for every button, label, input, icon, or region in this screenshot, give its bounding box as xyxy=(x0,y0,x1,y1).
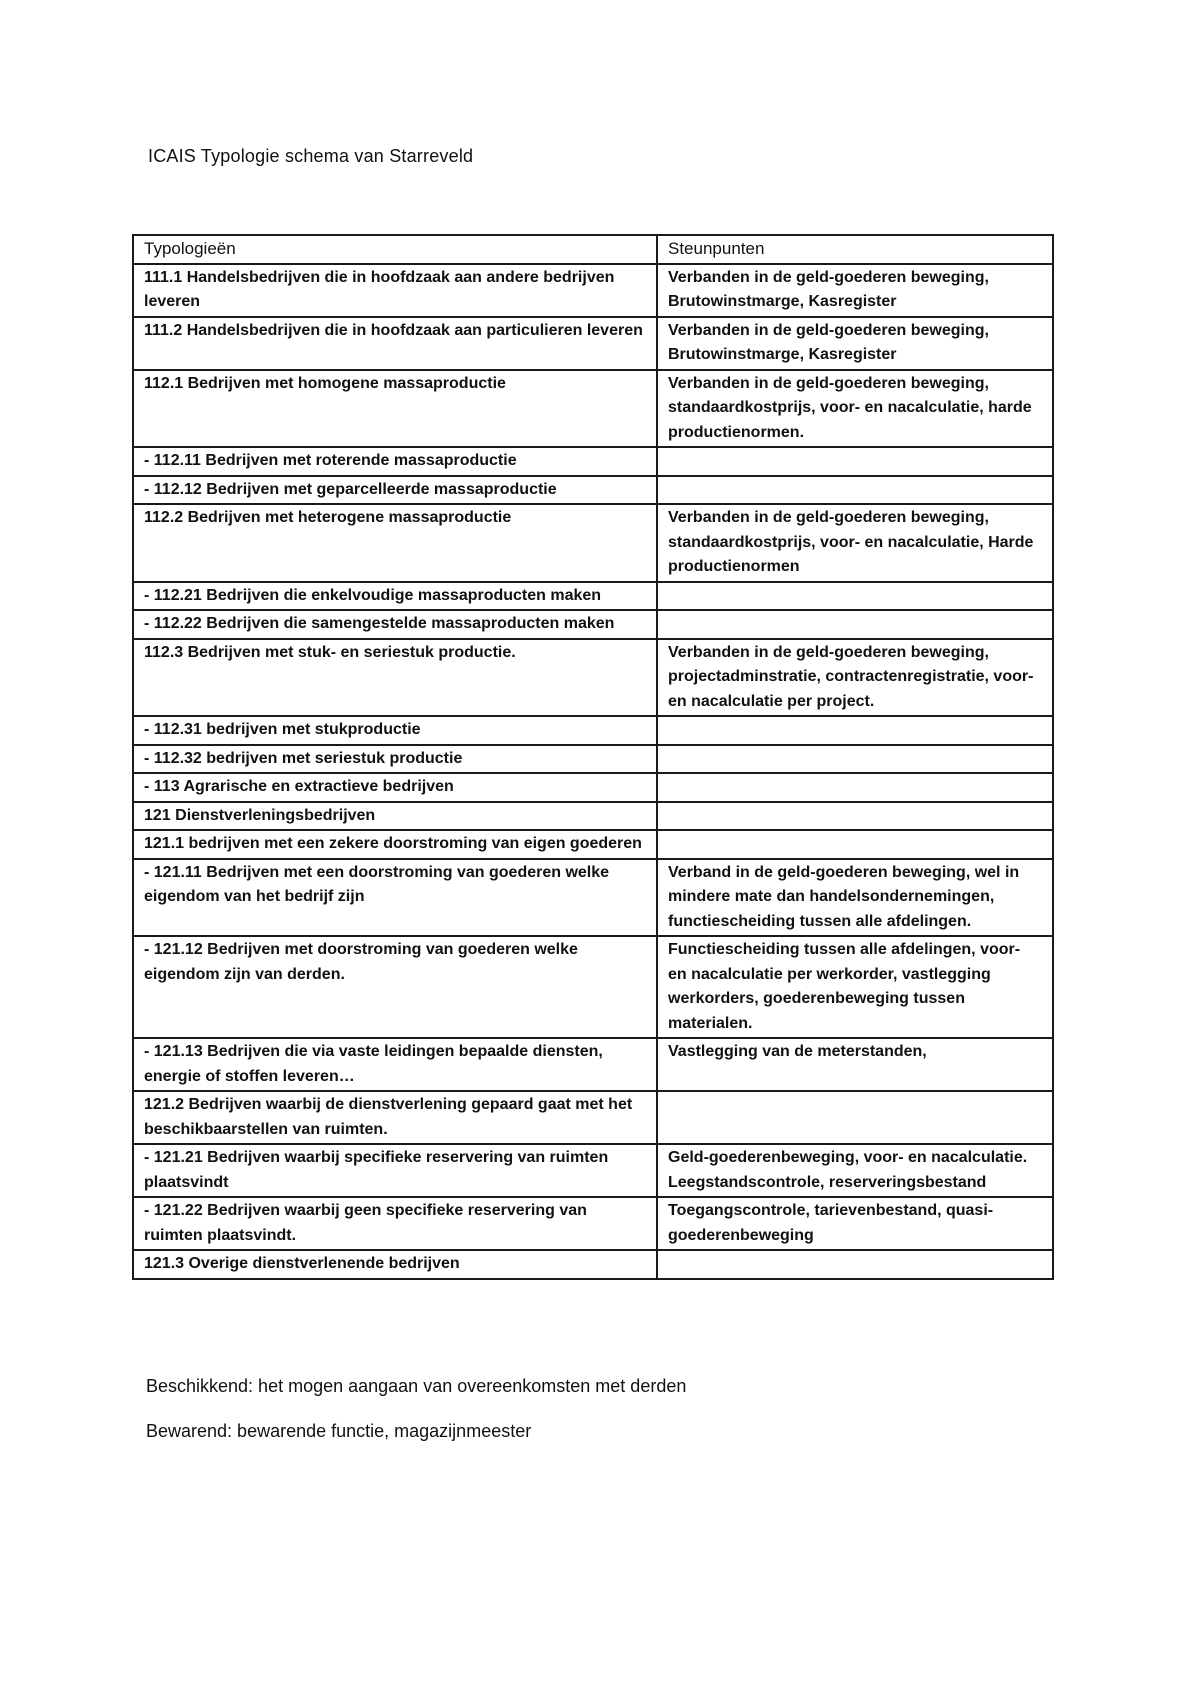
typology-cell: - 112.22 Bedrijven die samengestelde massaproducten maken xyxy=(133,610,657,639)
typology-cell: - 112.21 Bedrijven die enkelvoudige massaproducten maken xyxy=(133,582,657,611)
table-row xyxy=(133,936,1053,1038)
table-row xyxy=(133,504,1053,582)
typology-cell: 121.2 Bedrijven waarbij de dienstverlening gepaard gaat met het beschikbaarstellen van ruimten. xyxy=(133,1091,657,1144)
typology-cell: - 121.22 Bedrijven waarbij geen specifieke reservering van ruimten plaatsvindt. xyxy=(133,1197,657,1250)
table-header-row xyxy=(133,235,1053,264)
table-row xyxy=(133,447,1053,476)
typology-cell: - 121.21 Bedrijven waarbij specifieke reservering van ruimten plaatsvindt xyxy=(133,1144,657,1197)
steunpunt-cell: Verband in de geld-goederen beweging, wel in mindere mate dan handelsondernemingen, functiescheiding tussen alle afdelingen. xyxy=(657,859,1053,937)
steunpunt-cell: Functiescheiding tussen alle afdelingen, voor- en nacalculatie per werkorder, vastlegging werkorders, goederenbeweging tussen materialen. xyxy=(657,936,1053,1038)
steunpunt-cell: Vastlegging van de meterstanden, xyxy=(657,1038,1053,1091)
table-row xyxy=(133,859,1053,937)
steunpunt-cell xyxy=(657,582,1053,611)
steunpunt-cell: Verbanden in de geld-goederen beweging, projectadminstratie, contractenregistratie, voor- en nacalculatie per project. xyxy=(657,639,1053,717)
page-title: ICAIS Typologie schema van Starreveld xyxy=(148,146,474,166)
table-row xyxy=(133,1250,1053,1279)
table-row xyxy=(133,716,1053,745)
header-typologieen: Typologieën xyxy=(133,235,657,264)
steunpunt-cell: Verbanden in de geld-goederen beweging, standaardkostprijs, voor- en nacalculatie, harde productienormen. xyxy=(657,370,1053,448)
table-row xyxy=(133,1091,1053,1144)
table-row xyxy=(133,802,1053,831)
steunpunt-cell xyxy=(657,476,1053,505)
steunpunt-cell xyxy=(657,745,1053,774)
steunpunt-cell xyxy=(657,802,1053,831)
typology-table xyxy=(132,234,1054,1280)
typology-cell: 111.2 Handelsbedrijven die in hoofdzaak aan particulieren leveren xyxy=(133,317,657,370)
steunpunt-cell xyxy=(657,773,1053,802)
steunpunt-cell xyxy=(657,447,1053,476)
steunpunt-cell: Verbanden in de geld-goederen beweging, Brutowinstmarge, Kasregister xyxy=(657,317,1053,370)
typology-cell: - 121.11 Bedrijven met een doorstroming van goederen welke eigendom van het bedrijf zijn xyxy=(133,859,657,937)
table-row xyxy=(133,476,1053,505)
typology-cell: 112.2 Bedrijven met heterogene massaproductie xyxy=(133,504,657,582)
table-row xyxy=(133,1144,1053,1197)
typology-cell: - 113 Agrarische en extractieve bedrijven xyxy=(133,773,657,802)
typology-cell: 112.3 Bedrijven met stuk- en seriestuk productie. xyxy=(133,639,657,717)
note-beschikkend: Beschikkend: het mogen aangaan van overeenkomsten met derden xyxy=(146,1376,687,1396)
typology-cell: - 112.31 bedrijven met stukproductie xyxy=(133,716,657,745)
table-row xyxy=(133,317,1053,370)
note-bewarend: Bewarend: bewarende functie, magazijnmeester xyxy=(146,1421,532,1441)
table-row xyxy=(133,1038,1053,1091)
table-row xyxy=(133,830,1053,859)
typology-cell: - 112.32 bedrijven met seriestuk productie xyxy=(133,745,657,774)
table-row xyxy=(133,582,1053,611)
steunpunt-cell: Verbanden in de geld-goederen beweging, Brutowinstmarge, Kasregister xyxy=(657,264,1053,317)
steunpunt-cell xyxy=(657,1250,1053,1279)
typology-cell: 111.1 Handelsbedrijven die in hoofdzaak aan andere bedrijven leveren xyxy=(133,264,657,317)
table-row xyxy=(133,745,1053,774)
steunpunt-cell xyxy=(657,610,1053,639)
typology-cell: - 121.12 Bedrijven met doorstroming van goederen welke eigendom zijn van derden. xyxy=(133,936,657,1038)
table-row xyxy=(133,639,1053,717)
table-row xyxy=(133,264,1053,317)
typology-cell: 121.3 Overige dienstverlenende bedrijven xyxy=(133,1250,657,1279)
header-steunpunten: Steunpunten xyxy=(657,235,1053,264)
typology-cell: - 112.12 Bedrijven met geparcelleerde massaproductie xyxy=(133,476,657,505)
table-row xyxy=(133,773,1053,802)
steunpunt-cell: Verbanden in de geld-goederen beweging, standaardkostprijs, voor- en nacalculatie, Harde productienormen xyxy=(657,504,1053,582)
typology-cell: 112.1 Bedrijven met homogene massaproductie xyxy=(133,370,657,448)
typology-cell: 121 Dienstverleningsbedrijven xyxy=(133,802,657,831)
steunpunt-cell xyxy=(657,830,1053,859)
typology-cell: 121.1 bedrijven met een zekere doorstroming van eigen goederen xyxy=(133,830,657,859)
steunpunt-cell: Geld-goederenbeweging, voor- en nacalculatie. Leegstandscontrole, reserveringsbestand xyxy=(657,1144,1053,1197)
typology-cell: - 121.13 Bedrijven die via vaste leidingen bepaalde diensten, energie of stoffen leveren… xyxy=(133,1038,657,1091)
table-row xyxy=(133,370,1053,448)
typology-cell: - 112.11 Bedrijven met roterende massaproductie xyxy=(133,447,657,476)
steunpunt-cell xyxy=(657,1091,1053,1144)
steunpunt-cell: Toegangscontrole, tarievenbestand, quasi-goederenbeweging xyxy=(657,1197,1053,1250)
table-row xyxy=(133,610,1053,639)
table-row xyxy=(133,1197,1053,1250)
steunpunt-cell xyxy=(657,716,1053,745)
